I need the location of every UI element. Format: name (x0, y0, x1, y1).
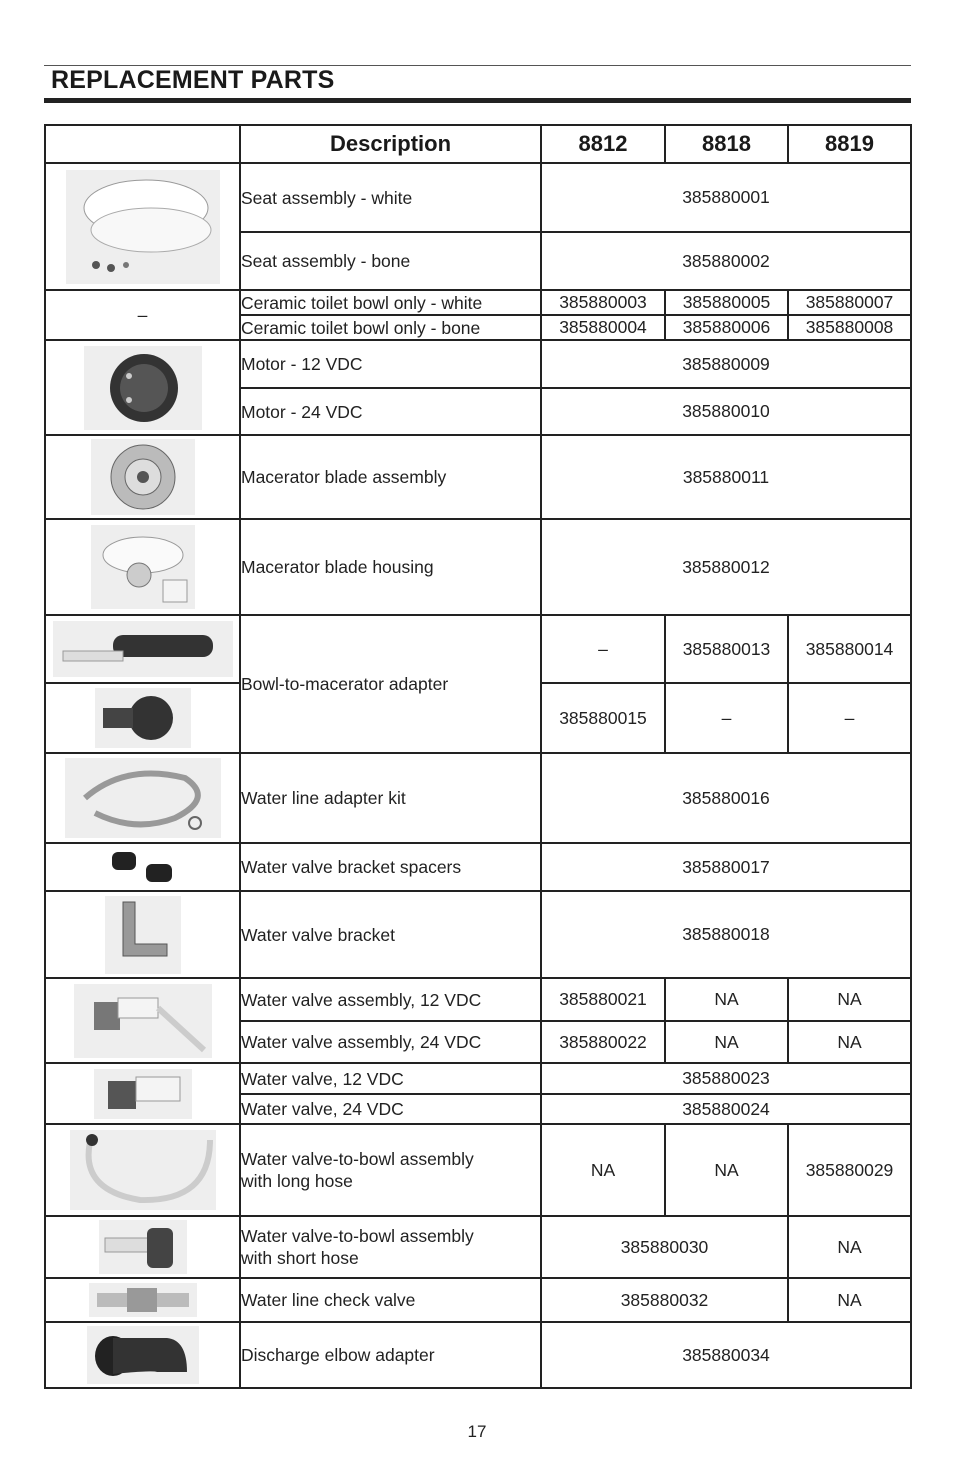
water-valve-bracket-image (105, 896, 181, 974)
part-cell: 385880032 (541, 1278, 788, 1322)
part-cell: 385880010 (541, 388, 911, 435)
desc-cell: Water valve bracket spacers (240, 843, 541, 891)
table-row (45, 163, 911, 232)
long-hose-image-cell (45, 1124, 240, 1216)
housing-image-cell (45, 519, 240, 615)
table-row (45, 340, 911, 388)
table-row (45, 891, 911, 978)
table-row (45, 1322, 911, 1388)
part-cell: NA (788, 1021, 911, 1063)
adapter-short-image-cell (45, 683, 240, 753)
part-cell: 385880015 (541, 683, 665, 753)
desc-cell: Ceramic toilet bowl only - white (240, 290, 541, 315)
table-row (45, 1124, 911, 1216)
page-title: REPLACEMENT PARTS (51, 66, 335, 94)
desc-cell: Macerator blade assembly (240, 435, 541, 519)
part-cell: 385880012 (541, 519, 911, 615)
adapter-long-image (53, 621, 233, 677)
check-valve-image (89, 1283, 197, 1317)
desc-cell: Bowl-to-macerator adapter (240, 615, 541, 753)
part-cell: 385880003 (541, 290, 665, 315)
part-cell: 385880022 (541, 1021, 665, 1063)
part-cell: 385880018 (541, 891, 911, 978)
table-row (45, 1278, 911, 1322)
header-8818: 8818 (665, 125, 788, 163)
desc-cell (240, 1216, 541, 1278)
part-cell: – (665, 683, 788, 753)
desc-cell: Macerator blade housing (240, 519, 541, 615)
header-image (45, 125, 240, 163)
adapter-short-image (95, 688, 191, 748)
spacers-image-cell (45, 843, 240, 891)
part-cell: NA (788, 1278, 911, 1322)
motor-image (84, 346, 202, 430)
desc-cell: Seat assembly - bone (240, 232, 541, 290)
table-row (45, 290, 911, 315)
motor-image-cell (45, 340, 240, 435)
elbow-image-cell (45, 1322, 240, 1388)
table-row (45, 843, 911, 891)
part-cell: – (541, 615, 665, 683)
part-cell: 385880024 (541, 1094, 911, 1124)
part-cell: 385880005 (665, 290, 788, 315)
table-row (45, 1216, 911, 1278)
part-cell: NA (788, 978, 911, 1021)
macerator-blade-image (91, 439, 195, 515)
part-cell: 385880004 (541, 315, 665, 340)
part-cell: 385880021 (541, 978, 665, 1021)
header-8819: 8819 (788, 125, 911, 163)
table-row (45, 435, 911, 519)
desc-cell: Water line adapter kit (240, 753, 541, 843)
part-cell: 385880014 (788, 615, 911, 683)
part-cell: 385880002 (541, 232, 911, 290)
desc-cell: Water line check valve (240, 1278, 541, 1322)
water-valve-assembly-image (74, 984, 212, 1058)
header-row (45, 125, 911, 163)
long-hose-image (70, 1130, 216, 1210)
discharge-elbow-image (87, 1326, 199, 1384)
part-cell: 385880029 (788, 1124, 911, 1216)
table-row (45, 519, 911, 615)
blade-housing-image (91, 525, 195, 609)
part-cell: NA (788, 1216, 911, 1278)
desc-line: Water valve-to-bowl assembly (241, 1149, 474, 1169)
title-bar (44, 98, 911, 103)
water-valve-image (94, 1069, 192, 1119)
short-hose-image-cell (45, 1216, 240, 1278)
desc-cell: Motor - 12 VDC (240, 340, 541, 388)
parts-table (44, 124, 912, 1389)
check-valve-image-cell (45, 1278, 240, 1322)
header-description: Description (240, 125, 541, 163)
bracket-spacers-image (108, 848, 178, 886)
desc-cell: Water valve assembly, 24 VDC (240, 1021, 541, 1063)
page-number: 17 (467, 1422, 487, 1441)
table-row (45, 1063, 911, 1094)
part-cell: 385880016 (541, 753, 911, 843)
wva-image-cell (45, 978, 240, 1063)
water-line-kit-image (65, 758, 221, 838)
water-kit-image-cell (45, 753, 240, 843)
part-cell: 385880017 (541, 843, 911, 891)
part-cell: 385880008 (788, 315, 911, 340)
seat-image-cell (45, 163, 240, 290)
adapter-image-cell (45, 615, 240, 683)
desc-cell (240, 1124, 541, 1216)
desc-cell: Seat assembly - white (240, 163, 541, 232)
seat-assembly-image (66, 170, 220, 284)
part-cell: 385880009 (541, 340, 911, 388)
part-cell: – (788, 683, 911, 753)
desc-line: Water valve-to-bowl assembly (241, 1226, 474, 1246)
desc-cell: Discharge elbow adapter (240, 1322, 541, 1388)
desc-line: with short hose (241, 1248, 359, 1268)
part-cell: 385880006 (665, 315, 788, 340)
part-cell: NA (665, 1124, 788, 1216)
wv-image-cell (45, 1063, 240, 1124)
desc-cell: Water valve, 12 VDC (240, 1063, 541, 1094)
part-cell: 385880007 (788, 290, 911, 315)
part-cell: NA (541, 1124, 665, 1216)
part-cell: 385880034 (541, 1322, 911, 1388)
part-cell: 385880011 (541, 435, 911, 519)
blade-image-cell (45, 435, 240, 519)
desc-cell: Water valve, 24 VDC (240, 1094, 541, 1124)
part-cell: 385880023 (541, 1063, 911, 1094)
desc-cell: Motor - 24 VDC (240, 388, 541, 435)
short-hose-image (99, 1220, 187, 1274)
part-cell: 385880013 (665, 615, 788, 683)
desc-line: with long hose (241, 1171, 353, 1191)
no-image-cell: – (45, 290, 240, 340)
table-row (45, 978, 911, 1021)
table-row (45, 615, 911, 683)
part-cell: NA (665, 1021, 788, 1063)
desc-cell: Ceramic toilet bowl only - bone (240, 315, 541, 340)
desc-cell: Water valve assembly, 12 VDC (240, 978, 541, 1021)
part-cell: 385880001 (541, 163, 911, 232)
bracket-image-cell (45, 891, 240, 978)
table-row (45, 753, 911, 843)
part-cell: NA (665, 978, 788, 1021)
part-cell: 385880030 (541, 1216, 788, 1278)
header-8812: 8812 (541, 125, 665, 163)
desc-cell: Water valve bracket (240, 891, 541, 978)
